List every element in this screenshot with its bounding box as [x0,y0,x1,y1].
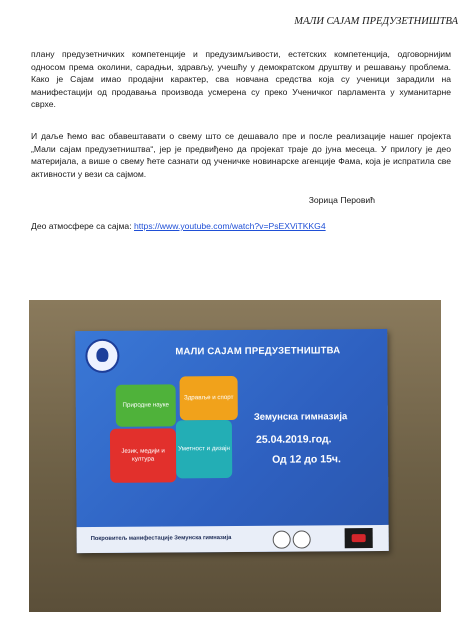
school-logo-icon [85,339,119,373]
poster-time: Од 12 до 15ч. [272,453,341,466]
video-link-label: Део атмосфере са сајма: [31,221,134,231]
youtube-link[interactable]: https://www.youtube.com/watch?v=PsEXViTKKG4 [134,221,326,231]
poster-school-name: Земунска гимназија [253,411,348,423]
document-header-title: МАЛИ САЈАМ ПРЕДУЗЕТНИШТВА [294,16,458,27]
paragraph-2: И даље ћемо вас обавештавати о свему што се дешавало пре и после реализације нашег пројекта „Мали сајам предузетништва“, јер је предвиђено да пројекат траје до јуна месеца. У прилогу је део материјала, а више о свему ћете сазнати од ученичке новинарске агенције Фама, која је испратила све активности у вези са сајмом. [31,131,451,179]
paragraph-1: плану предузетничких компетенције и предузимљивости, естетских компетенција, одговорнијим односом према околини, сарадњи, здрављу, учешћу у демократском друштву и решавању проблема. Како је Сајам имао продајни карактер, сва новчана средства која су ученици зарадили на манифестацији од продавања производа усмерена су преко Ученичког парламента у хуманитарне сврхе. [31,49,451,110]
poster-sponsor-text: Покровитељ манифестације Земунска гимназија [90,535,232,542]
puzzle-piece-health: Здравље и спорт [180,376,238,420]
event-poster-photo [29,300,441,612]
puzzle-piece-language: Језик, медији и култура [110,428,176,482]
poster-sponsor-bar [77,525,389,553]
puzzle-piece-art: Уметност и дизајн [176,420,232,478]
poster-title: МАЛИ САЈАМ ПРЕДУЗЕТНИШТВА [175,345,341,358]
puzzle-piece-science: Природне науке [116,384,176,426]
poster [75,329,389,553]
partner-logo-icon [345,528,373,548]
partner-logo-icon [273,531,291,549]
poster-date: 25.04.2019.год. [255,433,332,446]
author-signature: Зорица Перовић [308,195,375,205]
video-link-line [31,221,326,231]
partner-logo-icon [293,530,311,548]
